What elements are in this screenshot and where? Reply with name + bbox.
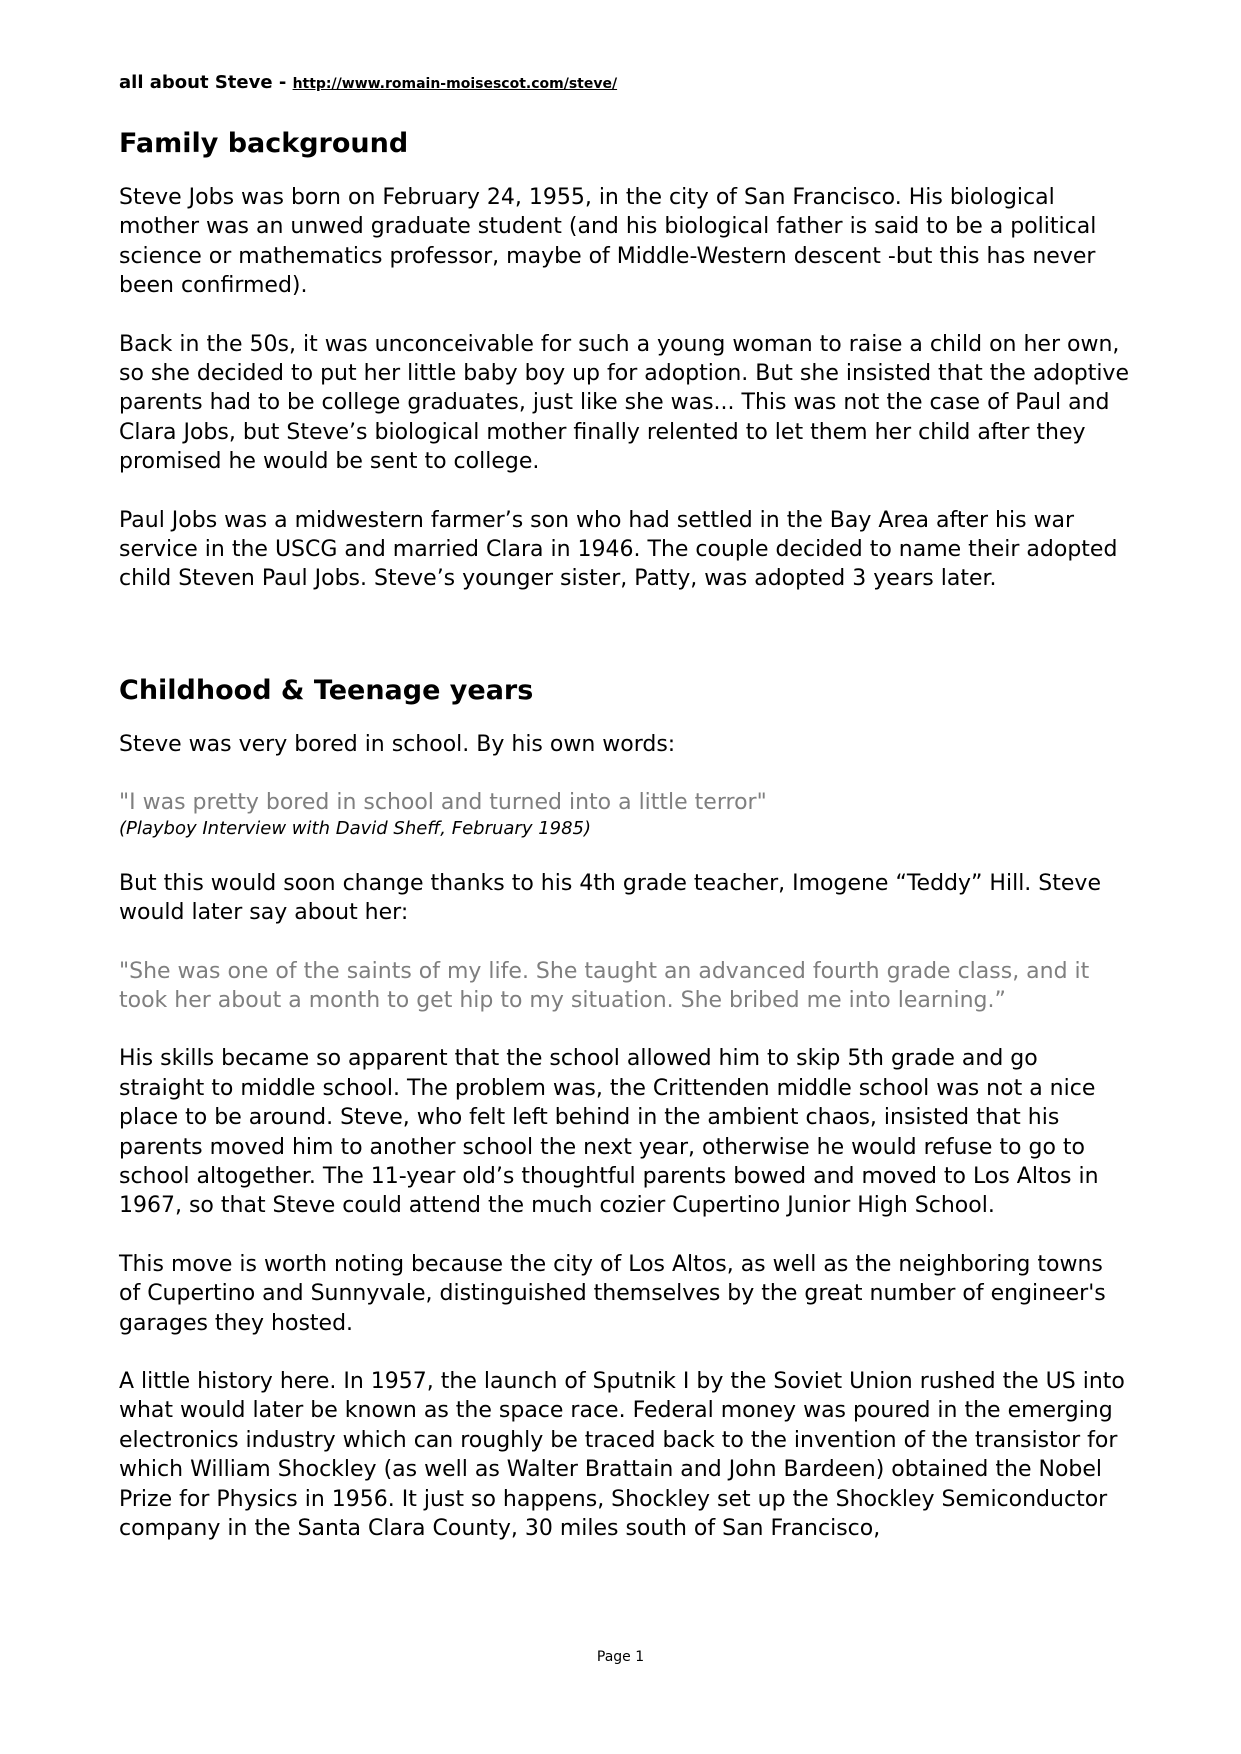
quote-saints: "She was one of the saints of my life. She taught an advanced fourth grade class, and it took her about a month to get hip to my situation. She bribed me into learning.” xyxy=(119,958,1090,1013)
site-title: all about Steve - xyxy=(119,72,293,93)
section-heading-childhood: Childhood & Teenage years xyxy=(119,674,534,706)
paragraph-bored-intro: Steve was very bored in school. By his own words: xyxy=(119,731,676,757)
site-url-link[interactable]: http://www.romain-moisescot.com/steve/ xyxy=(292,76,618,92)
document-page xyxy=(119,70,1129,1543)
paragraph-los-altos: This move is worth noting because the city of Los Altos, as well as the neighboring towns of Cupertino and Sunnyvale, distinguished themselves by the great number of engineer's garages they hosted. xyxy=(119,1251,1106,1336)
running-header xyxy=(119,70,1129,97)
section-heading-family-background: Family background xyxy=(119,128,409,159)
paragraph-birth: Steve Jobs was born on February 24, 1955, in the city of San Francisco. His biological mother was an unwed graduate student (and his biological father is said to be a political science or mathematics professor, maybe of Middle-Western descent -but this has never been confirmed). xyxy=(119,185,1097,299)
quote-citation: (Playboy Interview with David Sheff, February 1985) xyxy=(119,817,592,839)
paragraph-skip-grade: His skills became so apparent that the school allowed him to skip 5th grade and go straight to middle school. The problem was, the Crittenden middle school was not a nice place to be around. Steve, who felt left behind in the ambient chaos, insisted that his parents moved him to another school the next year, otherwise he would refuse to go to school altogether. The 11-year old’s thoughtful parents bowed and moved to Los Altos in 1967, so that Steve could attend the much cozier Cupertino Junior High School. xyxy=(119,1046,1099,1219)
paragraph-history: A little history here. In 1957, the launch of Sputnik I by the Soviet Union rushed the US into what would later be known as the space race. Federal money was poured in the emerging electronics industry which can roughly be traced back to the invention of the transistor for which William Shockley (as well as Walter Brattain and John Bardeen) obtained the Nobel Prize for Physics in 1956. It just so happens, Shockley set up the Shockley Semiconductor company in the Santa Clara County, 30 miles south of San Francisco, xyxy=(119,1368,1125,1541)
paragraph-teacher: But this would soon change thanks to his 4th grade teacher, Imogene “Teddy” Hill. Steve would later say about her: xyxy=(119,870,1101,926)
paragraph-paul-jobs: Paul Jobs was a midwestern farmer’s son who had settled in the Bay Area after his war service in the USCG and married Clara in 1946. The couple decided to name their adopted child Steven Paul Jobs. Steve’s younger sister, Patty, was adopted 3 years later. xyxy=(119,507,1118,592)
paragraph-adoption: Back in the 50s, it was unconceivable for such a young woman to raise a child on her own, so she decided to put her little baby boy up for adoption. But she insisted that the adoptive parents had to be college graduates, just like she was... This was not the case of Paul and Clara Jobs, but Steve’s biological mother finally relented to let them her child after they promised he would be sent to college. xyxy=(119,331,1129,475)
page-number: Page 1 xyxy=(596,1649,645,1665)
quote-bored-in-school: "I was pretty bored in school and turned into a little terror" xyxy=(119,790,767,816)
